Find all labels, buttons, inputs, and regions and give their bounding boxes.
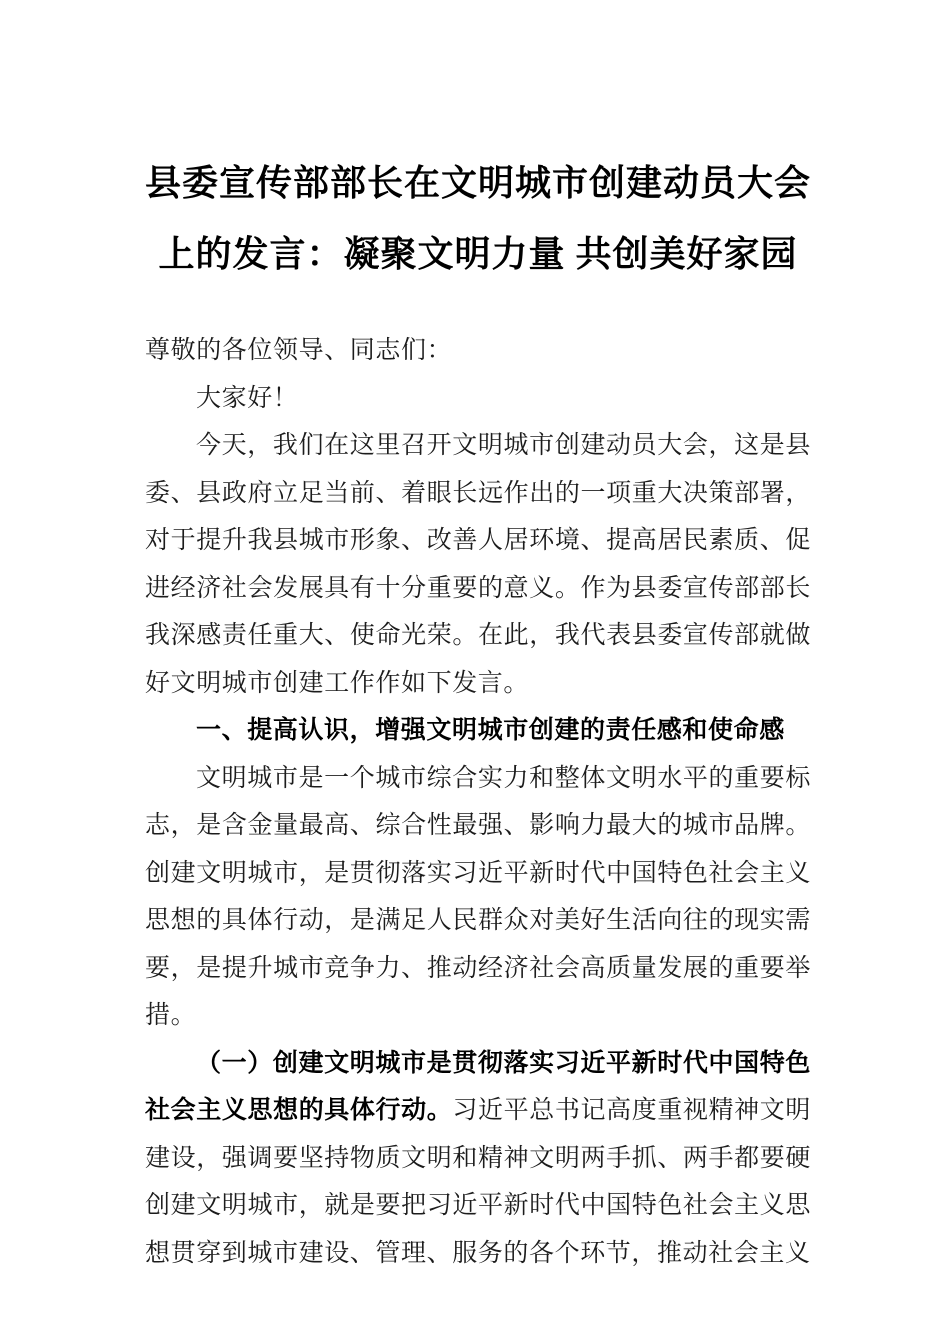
greeting-paragraph: 大家好！ <box>196 384 299 412</box>
salutation: 尊敬的各位领导、同志们： <box>145 337 453 364</box>
subsection-1-lead: （一）创建文明城市是贯彻落实习近平新时代中国特色社会主义思想的具体行动。 <box>145 1049 811 1124</box>
document-content <box>145 148 811 1277</box>
subsection-1-text: 习近平总书记高度重视精神文明建设，强调要坚持物质文明和精神文明两手抓、两手都要硬创建文明城市，就是要把习近平新时代中国特色社会主义思想贯穿到城市建设、管理、服务的各个环节，推动社会主义 <box>145 1097 811 1267</box>
document-title-line-1: 县委宣传部部长在文明城市创建动员大会 <box>145 163 812 203</box>
section-1-heading: 一、提高认识，增强文明城市创建的责任感和使命感 <box>196 716 785 744</box>
document-title <box>145 148 811 290</box>
subsection-1-paragraph <box>145 1040 811 1278</box>
intro-paragraph: 今天，我们在这里召开文明城市创建动员大会，这是县委、县政府立足当前、着眼长远作出的一项重大决策部署，对于提升我县城市形象、改善人居环境、提高居民素质、促进经济社会发展具有十分重要的意义。作为县委宣传部部长我深感责任重大、使命光荣。在此，我代表县委宣传部就做好文明城市创建工作作如下发言。 <box>145 432 811 697</box>
section-1-paragraph: 文明城市是一个城市综合实力和整体文明水平的重要标志，是含金量最高、综合性最强、影响力最大的城市品牌。创建文明城市，是贯彻落实习近平新时代中国特色社会主义思想的具体行动，是满足人民群众对美好生活向往的现实需要，是提升城市竞争力、推动经济社会高质量发展的重要举措。 <box>145 764 811 1029</box>
document-title-line-2: 上的发言：凝聚文明力量 共创美好家园 <box>158 234 798 274</box>
